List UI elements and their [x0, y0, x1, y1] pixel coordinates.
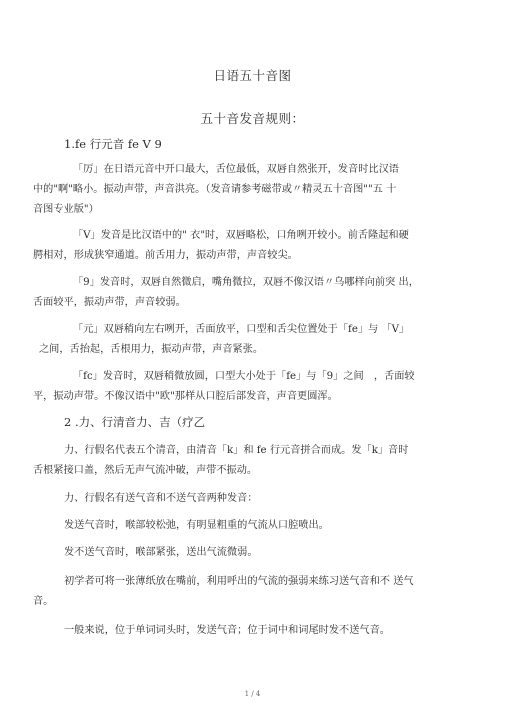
para-10-line-1: 初学者可将一张薄纸放在嘴前，利用呼出的气流的强弱来练习送气音和不 送气 — [64, 576, 414, 587]
para-1-line-3: 音图专业版"） — [33, 204, 99, 215]
section-2-heading: 2 .力、行清音力、吉（疗乙 — [64, 415, 206, 429]
para-10-line-2: 音。 — [33, 596, 54, 607]
para-8: 发送气音时，喉部较松弛，有明显粗重的气流从口腔喷出。 — [64, 520, 329, 531]
para-2-line-1: 「V」发音是比汉语中的" 衣"时，双唇略松，口角咧开较小。前舌隆起和硬 — [73, 230, 409, 241]
para-5-line-1: 「fc」发音时，双唇稍微放圆，口型大小处于「fe」与「9」之间 ，舌面较 — [73, 371, 415, 382]
para-1-line-1: 「厉」在日语元音中开口最大，舌位最低，双唇自然张开，发音时比汉语 — [73, 164, 399, 175]
para-1-line-2: 中的"啊"略小。振动声带，声音洪亮。（发音请参考磁带或〃精灵五十音图""五 十 — [33, 184, 397, 195]
section-1-heading: 1.fe 行元音 fe V 9 — [64, 137, 162, 151]
para-7: 力、行假名有送气音和不送气音两种发音： — [64, 493, 258, 504]
para-4-line-2: 之间，舌抬起，舌根用力，振动声带，声音紧张。 — [39, 344, 264, 355]
document-subtitle: 五十音发音规则： — [200, 111, 305, 126]
document-title: 日语五十音图 — [213, 68, 292, 83]
para-11: 一般来说，位于单词词头时，发送气音；位于词中和词尾时发不送气音。 — [64, 625, 390, 636]
para-5-line-2: 平，振动声带。不像汉语中"欧"那样从口腔后部发音，声音更圆浑。 — [33, 391, 338, 402]
para-6-line-1: 力、行假名代表五个清音，由清音「k」和 fe 行元音拼合而成。发「k」音时 — [64, 445, 409, 456]
para-6-line-2: 舌根紧接口盖，然后无声气流冲破，声带不振动。 — [33, 465, 258, 476]
para-9: 发不送气音时，喉部紧张，送出气流微弱。 — [64, 547, 258, 558]
para-3-line-1: 「9」发音时，双唇自然微启，嘴角微拉，双唇不像汉语〃乌哪样向前突 出， — [73, 277, 419, 288]
para-2-line-2: 腭相对，形成狭窄通道。前舌用力，振动声带，声音较尖。 — [33, 250, 298, 261]
para-4-line-1: 「元」双唇稍向左右咧开，舌面放平，口型和舌尖位置处于「fe」与 「V」 — [73, 324, 410, 335]
para-3-line-2: 舌面较平，振动声带，声音较弱。 — [33, 297, 186, 308]
page-number: 1 / 4 — [244, 690, 261, 698]
